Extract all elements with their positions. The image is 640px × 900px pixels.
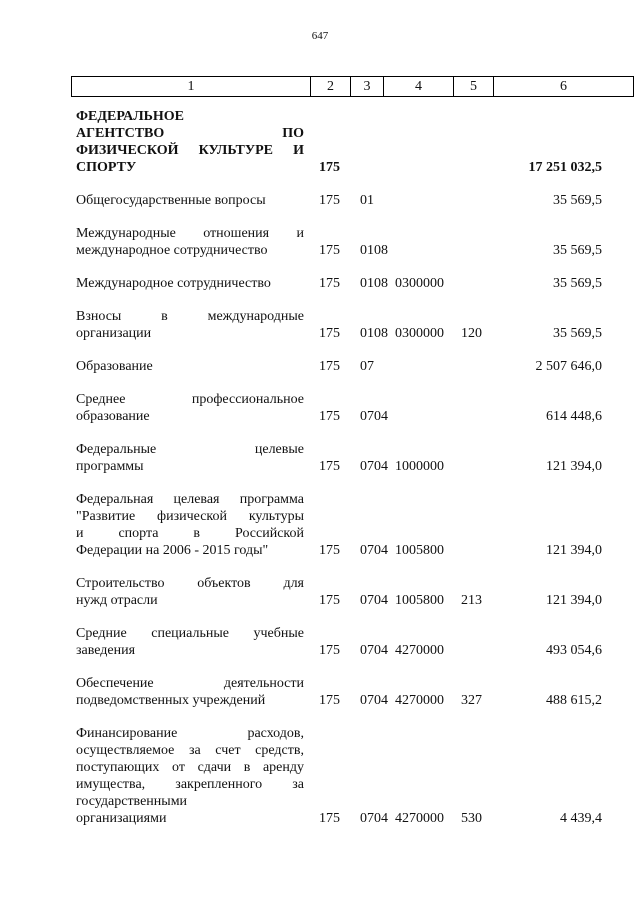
- table-row: [76, 358, 616, 375]
- table-row: [76, 491, 616, 559]
- expense-type-code: 213: [461, 593, 482, 608]
- row-name: [76, 108, 304, 176]
- section-code: 0108: [360, 276, 388, 291]
- admin-code: 175: [319, 811, 340, 826]
- section-code: 0704: [360, 811, 388, 826]
- target-code: 4270000: [395, 693, 444, 708]
- amount: 35 569,5: [553, 243, 602, 258]
- table-row: [76, 675, 616, 709]
- header-col-3: 3: [351, 77, 384, 96]
- amount: 121 394,0: [546, 543, 602, 558]
- table-row: [76, 108, 616, 176]
- target-code: 0300000: [395, 276, 444, 291]
- row-name-line: государственными: [76, 794, 188, 809]
- amount: 121 394,0: [546, 459, 602, 474]
- row-name-line: ФЕДЕРАЛЬНОЕ: [76, 109, 185, 124]
- table-row: [76, 575, 616, 609]
- amount: 488 615,2: [546, 693, 602, 708]
- row-name-line: Международное сотрудничество: [76, 276, 271, 291]
- row-name: [76, 391, 304, 425]
- row-name: [76, 441, 304, 475]
- table-row: [76, 391, 616, 425]
- table-row: [76, 275, 616, 292]
- target-code: 0300000: [395, 326, 444, 341]
- row-name-line: осуществляемое за счет средств,: [76, 743, 304, 758]
- amount: 35 569,5: [553, 276, 602, 291]
- row-name-line: Среднее профессиональное: [76, 392, 304, 407]
- table-row: [76, 308, 616, 342]
- row-name-line: организациями: [76, 811, 167, 826]
- header-col-2: 2: [311, 77, 351, 96]
- row-name-line: Федерации на 2006 - 2015 годы": [76, 543, 269, 558]
- row-name-line: Федеральная целевая программа: [76, 492, 304, 507]
- row-name-line: Общегосударственные вопросы: [76, 193, 266, 208]
- expense-type-code: 327: [461, 693, 482, 708]
- admin-code: 175: [319, 693, 340, 708]
- admin-code: 175: [319, 359, 340, 374]
- admin-code: 175: [319, 193, 340, 208]
- row-name: [76, 308, 304, 342]
- section-code: 0108: [360, 326, 388, 341]
- expense-type-code: 530: [461, 811, 482, 826]
- amount: 2 507 646,0: [535, 359, 602, 374]
- section-code: 0108: [360, 243, 388, 258]
- row-name-line: Федеральные целевые: [76, 442, 304, 457]
- row-name: [76, 358, 304, 375]
- target-code: 1005800: [395, 543, 444, 558]
- row-name: [76, 725, 304, 827]
- admin-code: 175: [319, 643, 340, 658]
- row-name: [76, 491, 304, 559]
- section-code: 0704: [360, 643, 388, 658]
- section-code: 0704: [360, 693, 388, 708]
- admin-code: 175: [319, 593, 340, 608]
- row-name-line: Обеспечение деятельности: [76, 676, 304, 691]
- table-row: [76, 441, 616, 475]
- row-name-line: СПОРТУ: [76, 160, 137, 175]
- admin-code: 175: [319, 326, 340, 341]
- row-name-line: Средние специальные учебные: [76, 626, 304, 641]
- row-name-line: имущества, закрепленного за: [76, 777, 304, 792]
- table-row: [76, 192, 616, 209]
- row-name: [76, 625, 304, 659]
- expense-type-code: 120: [461, 326, 482, 341]
- target-code: 4270000: [395, 811, 444, 826]
- page-number: 647: [311, 30, 329, 42]
- row-name: [76, 575, 304, 609]
- section-code: 07: [360, 359, 374, 374]
- row-name-line: программы: [76, 459, 144, 474]
- row-name: [76, 192, 304, 209]
- row-name-line: поступающих от сдачи в аренду: [76, 760, 304, 775]
- row-name-line: организации: [76, 326, 152, 341]
- header-col-5: 5: [454, 77, 494, 96]
- section-code: 0704: [360, 459, 388, 474]
- header-col-4: 4: [384, 77, 454, 96]
- table-row: [76, 725, 616, 827]
- admin-code: 175: [319, 160, 340, 175]
- row-name-line: АГЕНТСТВО ПО: [76, 126, 304, 141]
- admin-code: 175: [319, 409, 340, 424]
- row-name-line: Финансирование расходов,: [76, 726, 304, 741]
- table-header: [71, 76, 634, 97]
- target-code: 1005800: [395, 593, 444, 608]
- row-name-line: заведения: [76, 643, 136, 658]
- row-name: [76, 275, 304, 292]
- row-name-line: нужд отрасли: [76, 593, 158, 608]
- section-code: 0704: [360, 543, 388, 558]
- amount: 35 569,5: [553, 193, 602, 208]
- table-row: [76, 625, 616, 659]
- amount: 493 054,6: [546, 643, 602, 658]
- admin-code: 175: [319, 243, 340, 258]
- row-name-line: Взносы в международные: [76, 309, 304, 324]
- amount: 35 569,5: [553, 326, 602, 341]
- row-name-line: Образование: [76, 359, 153, 374]
- row-name-line: международное сотрудничество: [76, 243, 268, 258]
- section-code: 0704: [360, 593, 388, 608]
- row-name-line: и спорта в Российской: [76, 526, 304, 541]
- section-code: 0704: [360, 409, 388, 424]
- row-name-line: "Развитие физической культуры: [76, 509, 304, 524]
- admin-code: 175: [319, 543, 340, 558]
- budget-table-body: [76, 108, 616, 827]
- row-name-line: подведомственных учреждений: [76, 693, 266, 708]
- row-name-line: Международные отношения и: [76, 226, 304, 241]
- row-name: [76, 675, 304, 709]
- amount: 614 448,6: [546, 409, 602, 424]
- header-col-6: 6: [560, 78, 567, 94]
- table-row: [76, 225, 616, 259]
- target-code: 1000000: [395, 459, 444, 474]
- row-name: [76, 225, 304, 259]
- admin-code: 175: [319, 459, 340, 474]
- header-col-1: 1: [72, 77, 311, 96]
- target-code: 4270000: [395, 643, 444, 658]
- amount: 17 251 032,5: [528, 160, 602, 175]
- amount: 4 439,4: [560, 811, 602, 826]
- row-name-line: образование: [76, 409, 150, 424]
- amount: 121 394,0: [546, 593, 602, 608]
- row-name-line: ФИЗИЧЕСКОЙ КУЛЬТУРЕ И: [76, 143, 304, 158]
- admin-code: 175: [319, 276, 340, 291]
- row-name-line: Строительство объектов для: [76, 576, 304, 591]
- section-code: 01: [360, 193, 374, 208]
